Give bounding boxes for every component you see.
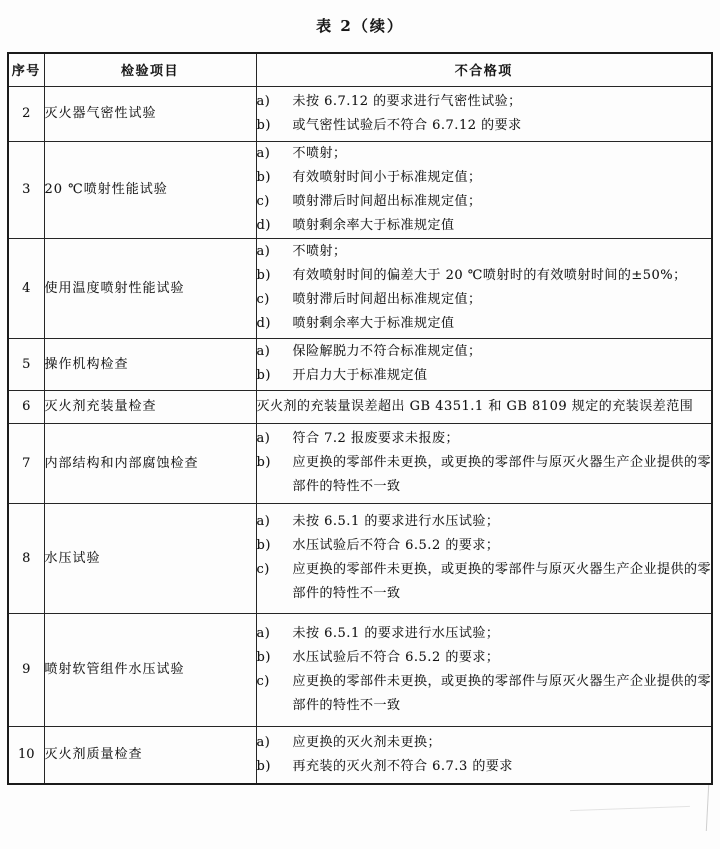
inspection-item-cell: 水压试验 (44, 503, 256, 613)
defect-line (257, 395, 712, 419)
row-number-cell: 2 (8, 86, 44, 141)
header-row (8, 53, 712, 86)
row-number-cell: 7 (8, 423, 44, 503)
defect-line (257, 646, 712, 670)
defect-line (257, 90, 712, 114)
table-row (8, 726, 712, 784)
row-number-cell: 10 (8, 726, 44, 784)
defect-text: 灭火剂的充装量误差超出 GB 4351.1 和 GB 8109 规定的充装误差范围 (256, 398, 694, 414)
defect-letter: a) (256, 734, 271, 750)
scan-artifact-vertical (706, 785, 709, 831)
defect-text: 或气密性试验后不符合 6.7.12 的要求 (292, 117, 522, 133)
row-number-cell: 6 (8, 390, 44, 423)
inspection-item-cell: 喷射软管组件水压试验 (44, 613, 256, 726)
defect-line (257, 558, 712, 606)
defect-line (257, 288, 712, 312)
defect-text: 再充装的灭火剂不符合 6.7.3 的要求 (292, 758, 513, 774)
defect-line (257, 622, 712, 646)
defects-cell (256, 238, 712, 338)
defect-letter: a) (256, 625, 271, 641)
table-row (8, 338, 712, 390)
defect-letter: d) (256, 316, 271, 331)
defect-letter: a) (256, 344, 271, 359)
defect-line (257, 312, 712, 336)
defect-line (257, 731, 712, 755)
defect-letter: b) (256, 368, 271, 383)
defect-text: 应更换的灭火剂未更换； (292, 734, 442, 750)
inspection-item-cell: 内部结构和内部腐蚀检查 (44, 423, 256, 503)
defect-line (257, 755, 712, 779)
defect-text: 喷射滞后时间超出标准规定值； (292, 292, 482, 307)
defect-line (257, 451, 712, 499)
defect-line (257, 114, 712, 138)
defect-letter: c) (256, 562, 270, 577)
defect-line (257, 214, 712, 238)
row-number-cell: 5 (8, 338, 44, 390)
defect-line (257, 364, 712, 388)
defect-letter: b) (256, 268, 271, 283)
defect-text: 未按 6.7.12 的要求进行气密性试验； (292, 93, 522, 109)
defect-text: 喷射剩余率大于标准规定值 (292, 316, 455, 331)
header-nonconforming-item: 不合格项 (256, 53, 712, 86)
defect-line (257, 166, 712, 190)
defect-line (257, 264, 712, 288)
defect-letter: b) (256, 538, 271, 553)
defect-text: 应更换的零部件未更换，或更换的零部件与原灭火器生产企业提供的零部件的特性不一致 (292, 562, 712, 601)
row-number-cell: 3 (8, 141, 44, 238)
defect-letter: a) (256, 431, 271, 446)
header-inspection-item: 检验项目 (44, 53, 256, 86)
inspection-item-cell: 灭火器气密性试验 (44, 86, 256, 141)
defects-cell (256, 503, 712, 613)
header-serial-number: 序号 (8, 53, 44, 86)
defect-letter: c) (256, 673, 270, 689)
defect-text: 喷射滞后时间超出标准规定值； (292, 193, 482, 209)
defect-letter: b) (256, 649, 271, 665)
defect-letter: b) (256, 758, 271, 774)
row-number-cell: 9 (8, 613, 44, 726)
row-number-cell: 4 (8, 238, 44, 338)
defect-letter: d) (256, 217, 271, 233)
inspection-item-cell: 操作机构检查 (44, 338, 256, 390)
defects-cell (256, 86, 712, 141)
table-body (8, 86, 712, 784)
defect-text: 应更换的零部件未更换，或更换的零部件与原灭火器生产企业提供的零部件的特性不一致 (292, 455, 712, 494)
defect-text: 不喷射； (292, 244, 347, 259)
row-number-cell: 8 (8, 503, 44, 613)
defect-text: 有效喷射时间小于标准规定值； (292, 169, 482, 185)
inspection-table (7, 52, 713, 785)
table-row (8, 503, 712, 613)
defects-cell (256, 141, 712, 238)
table-title: 表 2（续） (316, 17, 404, 35)
defect-text: 水压试验后不符合 6.5.2 的要求； (292, 538, 500, 553)
defect-line (257, 240, 712, 264)
defects-cell (256, 423, 712, 503)
table-row (8, 613, 712, 726)
defect-text: 未按 6.5.1 的要求进行水压试验； (292, 514, 500, 529)
table-row (8, 141, 712, 238)
defect-line (257, 142, 712, 166)
table-row (8, 390, 712, 423)
defect-letter: a) (256, 145, 271, 161)
table-row (8, 86, 712, 141)
defect-text: 未按 6.5.1 的要求进行水压试验； (292, 625, 500, 641)
defect-letter: b) (256, 455, 271, 470)
defects-cell (256, 726, 712, 784)
defect-text: 有效喷射时间的偏差大于 20 ℃喷射时的有效喷射时间的±50%； (292, 268, 687, 283)
table-header (8, 53, 712, 86)
defect-text: 不喷射； (292, 145, 347, 161)
defect-line (257, 534, 712, 558)
defect-letter: a) (256, 244, 271, 259)
defect-text: 水压试验后不符合 6.5.2 的要求； (292, 649, 500, 665)
defects-cell (256, 613, 712, 726)
defect-text: 开启力大于标准规定值 (292, 368, 428, 383)
defect-letter: c) (256, 193, 270, 209)
defect-text: 符合 7.2 报废要求未报废； (292, 431, 459, 446)
defect-line (257, 510, 712, 534)
defect-letter: a) (256, 93, 271, 109)
table-row (8, 238, 712, 338)
inspection-item-cell: 灭火剂充装量检查 (44, 390, 256, 423)
defect-letter: c) (256, 292, 270, 307)
defect-letter: b) (256, 117, 271, 133)
defect-line (257, 190, 712, 214)
inspection-item-cell: 20 ℃喷射性能试验 (44, 141, 256, 238)
table-row (8, 423, 712, 503)
inspection-item-cell: 灭火剂质量检查 (44, 726, 256, 784)
inspection-item-cell: 使用温度喷射性能试验 (44, 238, 256, 338)
defects-cell (256, 338, 712, 390)
defect-text: 喷射剩余率大于标准规定值 (292, 217, 455, 233)
defect-text: 保险解脱力不符合标准规定值； (292, 344, 482, 359)
defect-line (257, 427, 712, 451)
defect-text: 应更换的零部件未更换，或更换的零部件与原灭火器生产企业提供的零部件的特性不一致 (292, 673, 712, 713)
defect-letter: b) (256, 169, 271, 185)
defects-cell (256, 390, 712, 423)
scan-artifact-horizontal (570, 806, 690, 811)
defect-letter: a) (256, 514, 271, 529)
defect-line (257, 340, 712, 364)
defect-line (257, 670, 712, 718)
